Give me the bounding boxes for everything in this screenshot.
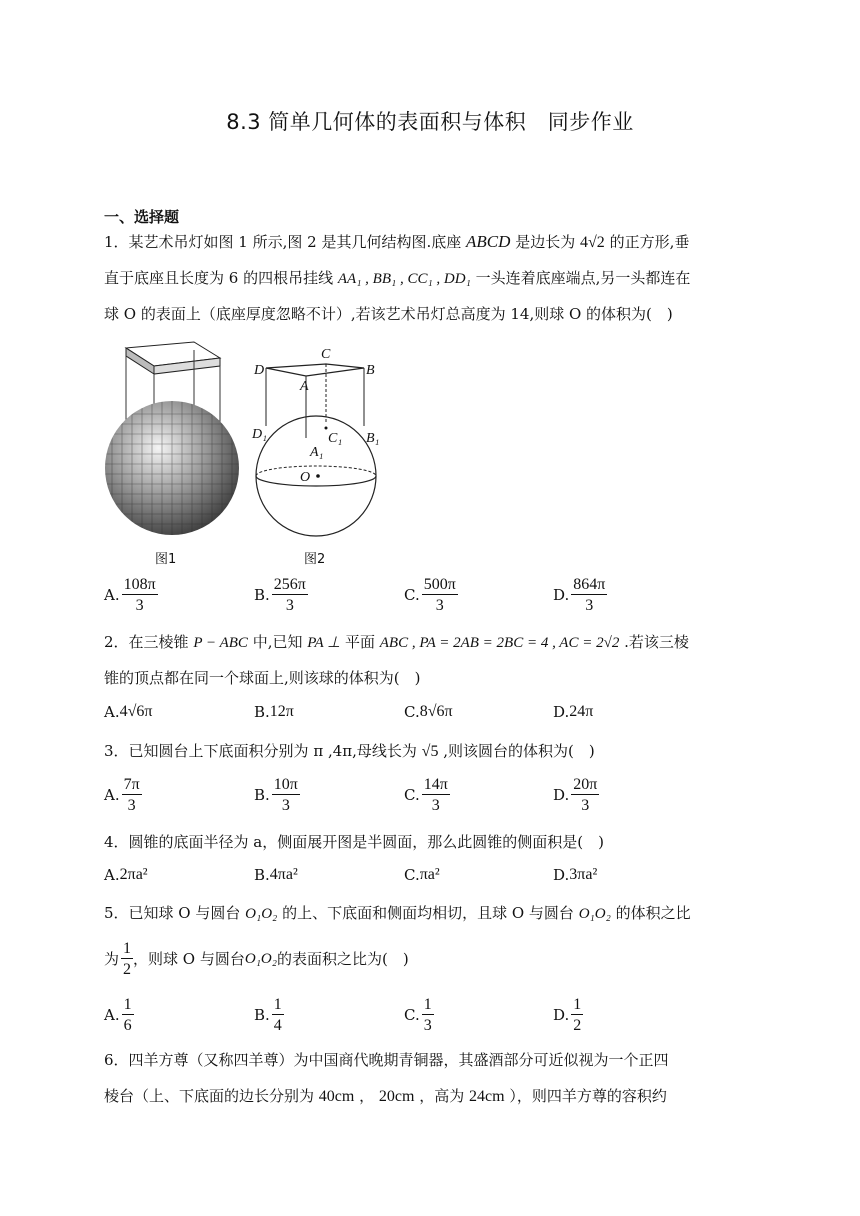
q5-line-2: 为 $\frac{1}{2}$ ，则球 O 与圆台 O₁O₂ 的表面积之比为( )	[104, 940, 409, 978]
q5-option-c[interactable]: C. $\frac{1}{3}$	[404, 996, 432, 1034]
q2-line-2: 锥的顶点都在同一个球面上,则该球的体积为( )	[104, 669, 421, 687]
figure-1-caption: 图1	[155, 552, 177, 567]
q2-option-d[interactable]: D. 24π	[553, 703, 594, 721]
label-c: C	[321, 347, 331, 362]
q3-option-c[interactable]: C. $\frac{14\pi}{3}$	[404, 776, 448, 814]
q3-option-b[interactable]: B. $\frac{10\pi}{3}$	[254, 776, 298, 814]
chandelier-figure	[102, 336, 242, 536]
q1-text: 一头连着底座端点,另一头都连在	[475, 269, 691, 287]
label-o: O	[300, 470, 311, 485]
label-d1: D₁	[252, 427, 267, 442]
q1-option-c[interactable]: C. $\frac{500\pi}{3}$	[404, 576, 456, 614]
q1-hang-lines: AA₁ , BB₁ , CC₁ , DD₁	[337, 271, 471, 287]
q6-line-2: 棱台（上、下底面的边长分别为 40cm ， 20cm ，高为 24cm ），则四羊方尊的容积约	[104, 1087, 667, 1105]
q3-option-d[interactable]: D. $\frac{20\pi}{3}$	[553, 776, 598, 814]
q1-text: 是边长为	[515, 233, 576, 251]
q4-option-b[interactable]: B. 4πa²	[254, 866, 298, 884]
label-a: A	[300, 379, 309, 394]
label-a1: A₁	[310, 445, 324, 460]
page-title: 8.3 简单几何体的表面积与体积 同步作业	[226, 110, 634, 134]
q3-option-a[interactable]: A. $\frac{7\pi}{3}$	[104, 776, 140, 814]
q1-option-b[interactable]: B. $\frac{256\pi}{3}$	[254, 576, 306, 614]
q4-line-1: 4．圆锥的底面半径为 a，侧面展开图是半圆面，那么此圆锥的侧面积是( )	[104, 833, 604, 851]
q4-option-a[interactable]: A. 2πa²	[104, 866, 148, 884]
q1-line-2	[104, 268, 690, 289]
q1-side-length: 4√2	[580, 234, 605, 251]
q5-line-1: 5．已知球 O 与圆台 O₁O₂ 的上、下底面和侧面均相切，且球 O 与圆台 O₁O₂ 的体积之比	[104, 904, 691, 922]
q1-text: 1．某艺术吊灯如图 1 所示,图 2 是其几何结构图.底座	[104, 233, 462, 251]
q4-option-d[interactable]: D. 3πa²	[553, 866, 598, 884]
q1-line-1	[104, 232, 689, 253]
q2-option-c[interactable]: C. 8√6π	[404, 703, 453, 721]
label-d: D	[254, 363, 265, 378]
q1-line-3: 球 O 的表面上（底座厚度忽略不计）,若该艺术吊灯总高度为 14,则球 O 的体积为( )	[104, 305, 673, 323]
label-b1: B₁	[366, 431, 380, 446]
section-heading: 一、选择题	[104, 208, 180, 226]
q2-line-1: 2．在三棱锥 P − ABC 中,已知 PA ⊥ 平面 ABC , PA = 2AB = 2BC = 4 , AC = 2√2 .若该三棱	[104, 633, 689, 651]
q1-option-a[interactable]: A. $\frac{108\pi}{3}$	[104, 576, 156, 614]
figure-2-caption: 图2	[304, 552, 326, 567]
q1-var-abcd: ABCD	[466, 232, 511, 251]
label-c1: C₁	[328, 431, 343, 446]
q5-option-a[interactable]: A. $\frac{1}{6}$	[104, 996, 132, 1034]
q6-line-1: 6．四羊方尊（又称四羊尊）为中国商代晚期青铜器，其盛酒部分可近似视为一个正四	[104, 1051, 669, 1069]
q1-text: 的正方形,垂	[609, 233, 690, 251]
geometry-figure	[248, 340, 396, 546]
q4-option-c[interactable]: C. πa²	[404, 866, 440, 884]
q2-option-b[interactable]: B. 12π	[254, 703, 294, 721]
q3-line-1: 3．已知圆台上下底面积分别为 π ,4π,母线长为 √5 ,则该圆台的体积为( )	[104, 742, 595, 760]
q2-option-a[interactable]: A. 4√6π	[104, 703, 153, 721]
q5-option-d[interactable]: D. $\frac{1}{2}$	[553, 996, 582, 1034]
q1-option-d[interactable]: D. $\frac{864\pi}{3}$	[553, 576, 606, 614]
label-b: B	[366, 363, 375, 378]
q5-option-b[interactable]: B. $\frac{1}{4}$	[254, 996, 282, 1034]
q1-text: 直于底座且长度为 6 的四根吊挂线	[104, 269, 334, 287]
